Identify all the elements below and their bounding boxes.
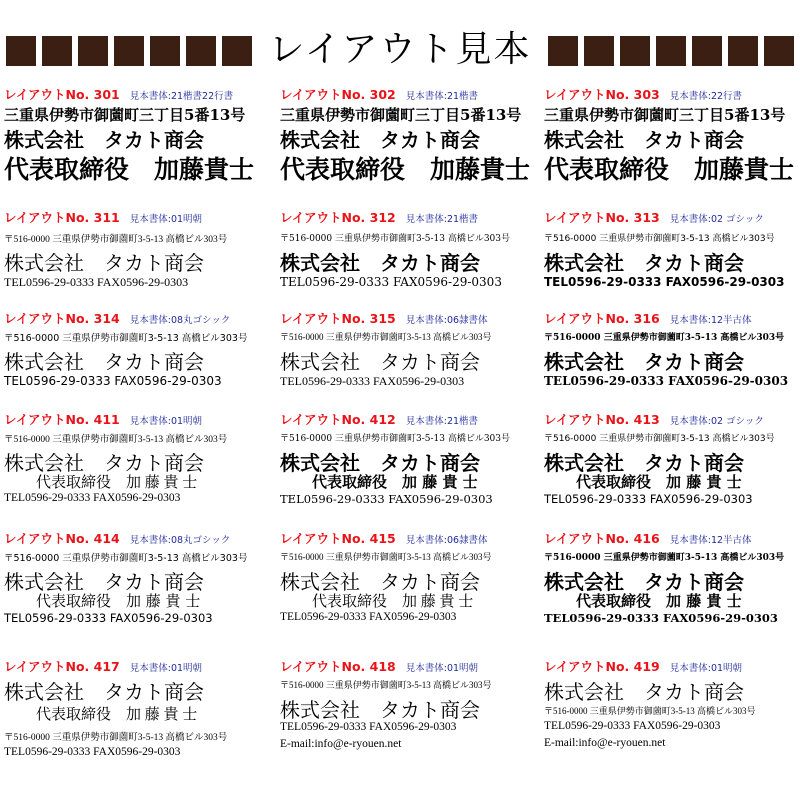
phone-fax-line: TEL0596-29-0333 FAX0596-29-0303 — [280, 275, 502, 289]
company-name: 株式会社 タカト商会 — [544, 451, 744, 475]
phone-fax-line: TEL0596-29-0333 FAX0596-29-0303 — [280, 492, 493, 506]
address-line: 〒516-0000 三重県伊勢市御薗町3-5-13 高橋ビル303号 — [4, 553, 248, 564]
layout-card-416 — [540, 528, 800, 646]
layout-number: レイアウトNo. 302 — [280, 87, 396, 102]
font-label: 見本書体:01明朝 — [405, 663, 479, 674]
representative-name: 代表取締役 加 藤 貴 士 — [36, 475, 198, 491]
layout-card-415 — [276, 528, 542, 646]
layout-number: レイアウトNo. 314 — [4, 311, 120, 326]
representative-name: 代表取締役 加 藤 貴 士 — [576, 592, 742, 610]
font-label: 見本書体:21楷書 — [405, 91, 479, 102]
right-square-decoration — [548, 36, 794, 66]
layout-card-313 — [540, 207, 800, 307]
layout-card-418 — [276, 656, 542, 796]
font-label: 見本書体:21楷書22行書 — [129, 91, 234, 102]
address-line: 〒516-0000 三重県伊勢市御薗町3-5-13 高橋ビル303号 — [4, 333, 248, 344]
layout-card-413 — [540, 409, 800, 527]
phone-fax-line: TEL0596-29-0333 FAX0596-29-0303 — [544, 611, 778, 625]
layout-number: レイアウトNo. 311 — [4, 210, 120, 225]
address-line: 三重県伊勢市御薗町三丁目5番13号 — [544, 106, 786, 124]
layout-card-301 — [0, 84, 266, 200]
font-label: 見本書体:21楷書 — [405, 214, 479, 225]
address-line: 〒516-0000 三重県伊勢市御薗町3-5-13 高橋ビル303号 — [280, 680, 492, 690]
layout-number: レイアウトNo. 413 — [544, 412, 660, 427]
address-line: 〒516-0000 三重県伊勢市御薗町3-5-13 高橋ビル303号 — [4, 235, 228, 245]
phone-fax-line: TEL0596-29-0333 FAX0596-29-0303 — [4, 492, 181, 504]
layout-number: レイアウトNo. 414 — [4, 531, 120, 546]
company-name: 株式会社 タカト商会 — [280, 700, 480, 722]
phone-fax-line: TEL0596-29-0333 FAX0596-29-0303 — [4, 275, 189, 289]
representative-name: 代表取締役 加藤貴士 — [280, 155, 531, 184]
address-line: 三重県伊勢市御薗町三丁目5番13号 — [4, 106, 246, 124]
layout-card-314 — [0, 308, 266, 408]
layout-card-411 — [0, 409, 266, 527]
representative-name: 代表取締役 加 藤 貴 士 — [576, 473, 742, 491]
layout-number: レイアウトNo. 316 — [544, 311, 660, 326]
font-label: 見本書体:08丸ゴシック — [129, 535, 231, 546]
phone-fax-line: TEL0596-29-0333 FAX0596-29-0303 — [280, 374, 465, 388]
layout-number: レイアウトNo. 303 — [544, 87, 660, 102]
company-name: 株式会社 タカト商会 — [280, 128, 480, 152]
representative-name: 代表取締役 加藤貴士 — [544, 155, 795, 184]
layout-card-311 — [0, 207, 266, 307]
layout-number: レイアウトNo. 417 — [4, 659, 120, 674]
phone-fax-line: TEL0596-29-0333 FAX0596-29-0303 — [4, 746, 181, 758]
company-name: 株式会社 タカト商会 — [4, 253, 204, 275]
company-name: 株式会社 タカト商会 — [4, 570, 204, 594]
layout-number: レイアウトNo. 315 — [280, 311, 396, 326]
representative-name: 代表取締役 加 藤 貴 士 — [312, 594, 474, 610]
phone-fax-line: TEL0596-29-0333 FAX0596-29-0303 — [280, 611, 457, 623]
font-label: 見本書体:01明朝 — [129, 416, 203, 427]
representative-name: 代表取締役 加 藤 貴 士 — [312, 473, 478, 491]
phone-fax-line: TEL0596-29-0333 FAX0596-29-0303 — [4, 611, 213, 625]
layout-number: レイアウトNo. 312 — [280, 210, 396, 225]
layout-card-412 — [276, 409, 542, 527]
font-label: 見本書体:08丸ゴシック — [129, 315, 231, 326]
layout-card-316 — [540, 308, 800, 408]
font-label: 見本書体:01明朝 — [129, 663, 203, 674]
address-line: 〒516-0000 三重県伊勢市御薗町3-5-13 高橋ビル303号 — [280, 234, 511, 244]
representative-name: 代表取締役 加藤貴士 — [4, 155, 255, 184]
layout-number: レイアウトNo. 412 — [280, 412, 396, 427]
company-name: 株式会社 タカト商会 — [280, 352, 480, 374]
address-line: 〒516-0000 三重県伊勢市御薗町3-5-13 高橋ビル303号 — [280, 332, 492, 342]
address-line: 〒516-0000 三重県伊勢市御薗町3-5-13 高橋ビル303号 — [544, 333, 785, 343]
phone-fax-line: TEL0596-29-0333 FAX0596-29-0303 — [544, 275, 785, 289]
layout-number: レイアウトNo. 301 — [4, 87, 120, 102]
company-name: 株式会社 タカト商会 — [544, 350, 744, 374]
address-line: 〒516-0000 三重県伊勢市御薗町3-5-13 高橋ビル303号 — [4, 733, 228, 743]
layout-number: レイアウトNo. 416 — [544, 531, 660, 546]
layout-card-315 — [276, 308, 542, 408]
font-label: 見本書体:21楷書 — [405, 416, 479, 427]
layout-number: レイアウトNo. 418 — [280, 659, 396, 674]
layout-number: レイアウトNo. 313 — [544, 210, 660, 225]
representative-name: 代表取締役 加 藤 貴 士 — [36, 707, 198, 723]
layout-card-419 — [540, 656, 800, 796]
layout-card-302 — [276, 84, 542, 200]
phone-fax-line: TEL0596-29-0333 FAX0596-29-0303 — [4, 374, 222, 388]
header-band — [0, 28, 800, 72]
layout-number: レイアウトNo. 419 — [544, 659, 660, 674]
page-title: レイアウト見本 — [268, 29, 532, 70]
font-label: 見本書体:02 ゴシック — [669, 214, 764, 225]
email-line: E-mail:info@e-ryouen.net — [280, 738, 402, 750]
address-line: 〒516-0000 三重県伊勢市御薗町3-5-13 高橋ビル303号 — [280, 434, 511, 444]
phone-fax-line: TEL0596-29-0333 FAX0596-29-0303 — [280, 721, 457, 733]
layout-card-312 — [276, 207, 542, 307]
address-line: 〒516-0000 三重県伊勢市御薗町3-5-13 高橋ビル303号 — [544, 434, 775, 444]
phone-fax-line: TEL0596-29-0333 FAX0596-29-0303 — [544, 374, 789, 388]
font-label: 見本書体:12半古体 — [669, 535, 752, 546]
font-label: 見本書体:01明朝 — [129, 214, 203, 225]
layout-card-417 — [0, 656, 266, 796]
company-name: 株式会社 タカト商会 — [544, 682, 744, 704]
company-name: 株式会社 タカト商会 — [280, 451, 480, 475]
address-line: 〒516-0000 三重県伊勢市御薗町3-5-13 高橋ビル303号 — [4, 435, 228, 445]
company-name: 株式会社 タカト商会 — [544, 128, 744, 152]
company-name: 株式会社 タカト商会 — [544, 570, 744, 594]
company-name: 株式会社 タカト商会 — [4, 350, 204, 374]
layout-card-303 — [540, 84, 800, 200]
company-name: 株式会社 タカト商会 — [4, 128, 204, 152]
layout-number: レイアウトNo. 411 — [4, 412, 120, 427]
layout-card-414 — [0, 528, 266, 646]
address-line: 〒516-0000 三重県伊勢市御薗町3-5-13 高橋ビル303号 — [544, 234, 775, 244]
company-name: 株式会社 タカト商会 — [4, 453, 204, 475]
company-name: 株式会社 タカト商会 — [280, 251, 480, 275]
layout-number: レイアウトNo. 415 — [280, 531, 396, 546]
font-label: 見本書体:12半古体 — [669, 315, 752, 326]
font-label: 見本書体:02 ゴシック — [669, 416, 764, 427]
address-line: 〒516-0000 三重県伊勢市御薗町3-5-13 高橋ビル303号 — [280, 552, 492, 562]
phone-fax-line: TEL0596-29-0333 FAX0596-29-0303 — [544, 492, 753, 506]
address-line: 〒516-0000 三重県伊勢市御薗町3-5-13 高橋ビル303号 — [544, 553, 785, 563]
email-line: E-mail:info@e-ryouen.net — [544, 737, 666, 749]
font-label: 見本書体:22行書 — [669, 91, 743, 102]
font-label: 見本書体:06隷書体 — [405, 315, 488, 326]
phone-fax-line: TEL0596-29-0333 FAX0596-29-0303 — [544, 720, 721, 732]
font-label: 見本書体:06隷書体 — [405, 535, 488, 546]
company-name: 株式会社 タカト商会 — [544, 251, 744, 275]
company-name: 株式会社 タカト商会 — [4, 682, 204, 704]
font-label: 見本書体:01明朝 — [669, 663, 743, 674]
representative-name: 代表取締役 加 藤 貴 士 — [36, 592, 201, 610]
address-line: 〒516-0000 三重県伊勢市御薗町3-5-13 高橋ビル303号 — [544, 706, 756, 716]
company-name: 株式会社 タカト商会 — [280, 572, 480, 594]
address-line: 三重県伊勢市御薗町三丁目5番13号 — [280, 106, 522, 124]
